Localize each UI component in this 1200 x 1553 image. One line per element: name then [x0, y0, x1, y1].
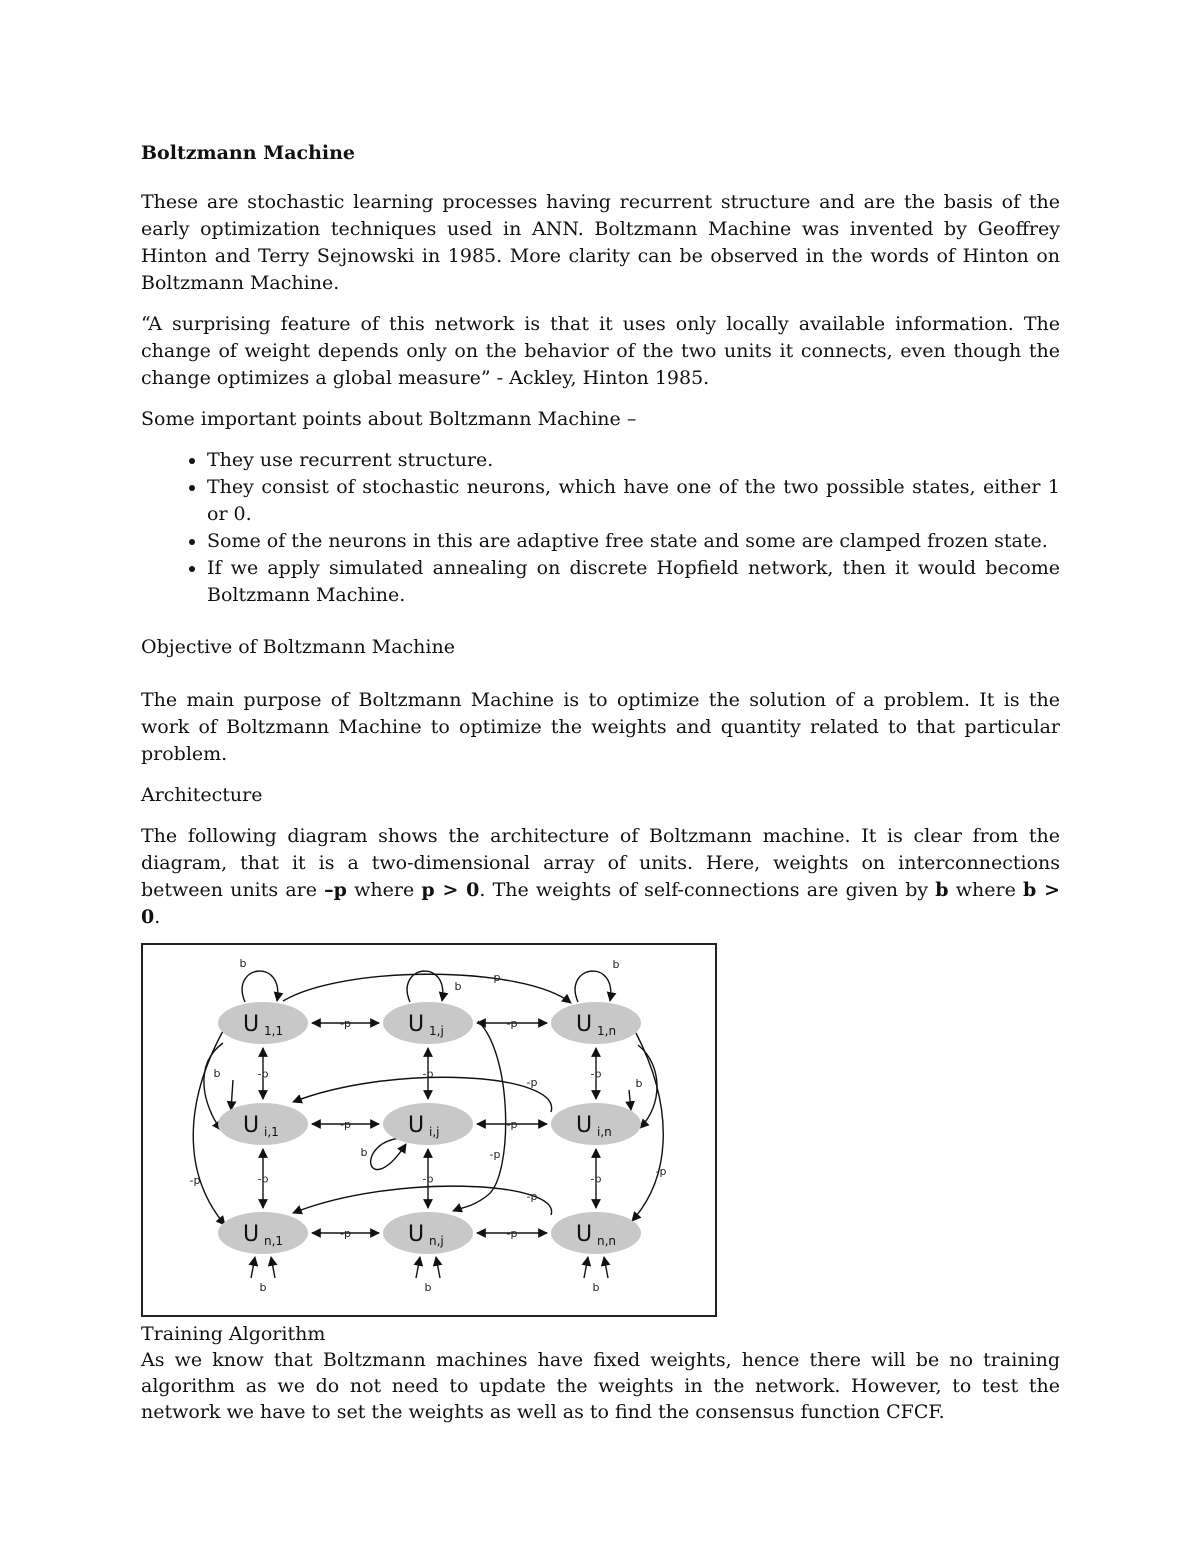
architecture-diagram [141, 943, 717, 1317]
unit-subscript: 1,1 [264, 1024, 284, 1038]
weight-label-b: b [635, 1077, 643, 1090]
unit-ellipse [383, 1212, 473, 1254]
weight-label-p: -p [257, 1067, 269, 1081]
arch-b-condition: b > 0 [141, 879, 1060, 928]
weight-label-b: b [424, 1281, 432, 1294]
training-paragraph: As we know that Boltzmann machines have fixed weights, hence there will be no training algorithm as we do not need to update the weights in the network. However, to test the network we have to set the weights as well as to find the consensus function CFCF. [141, 1349, 1060, 1423]
arch-text-5: . [154, 906, 161, 928]
unit-node [218, 1212, 308, 1254]
weight-label-b: b [239, 957, 247, 970]
unit-label: U [408, 1222, 425, 1247]
unit-label: U [243, 1222, 260, 1247]
unit-label: U [408, 1012, 425, 1037]
list-item: • They use recurrent structure. [207, 447, 1060, 474]
intro-paragraph: These are stochastic learning processes having recurrent structure and are the basis of the early optimization techniques used in ANN. Boltzmann Machine was invented by Geoffrey Hinton and Terry Sejnowski in 1985. More clarity can be observed in the words of Hinton on Boltzmann Machine. [141, 191, 1060, 294]
arch-text-1: The following diagram shows the architecture of Boltzmann machine. It is clear from the diagram, that it is a two-dimensional array of units. Here, weights on interconnections between units are [141, 825, 1060, 901]
edge-self-loop [407, 971, 443, 1002]
weight-label-p: -p [189, 1174, 201, 1187]
edge-bias-bottom [604, 1257, 608, 1278]
edge-arc-bottom [293, 1186, 552, 1215]
objective-heading: Objective of Boltzmann Machine [141, 636, 455, 658]
weight-label-p: -p [590, 1067, 602, 1081]
edge-bias-bottom [584, 1257, 588, 1278]
diagram-svg [143, 945, 715, 1315]
unit-ellipse [218, 1212, 308, 1254]
unit-node [551, 1212, 641, 1254]
weight-label-b: b [360, 1146, 368, 1159]
unit-node [551, 1103, 641, 1145]
unit-label: U [576, 1113, 593, 1138]
weight-label-p: -p [340, 1227, 351, 1240]
weight-label-p: -p [506, 1227, 518, 1240]
unit-ellipse [551, 1212, 641, 1254]
unit-node [218, 1103, 308, 1145]
unit-ellipse [383, 1002, 473, 1044]
unit-subscript: 1,n [597, 1024, 617, 1038]
edge-bias [231, 1080, 233, 1110]
edge-bias-bottom [271, 1257, 275, 1278]
arch-neg-p: –p [324, 879, 347, 901]
objective-paragraph: The main purpose of Boltzmann Machine is to optimize the solution of a problem. It is the work of Boltzmann Machine to optimize the weights and quantity related to that particular problem. [141, 689, 1060, 765]
unit-subscript: n,1 [264, 1234, 284, 1248]
weight-label-p: -p [489, 971, 501, 984]
weight-label-p: -p [340, 1017, 351, 1030]
unit-ellipse [218, 1103, 308, 1145]
training-heading: Training Algorithm [141, 1323, 326, 1345]
edge-self-loop [575, 971, 611, 1002]
unit-label: U [408, 1113, 425, 1138]
edge-arc-top [283, 974, 571, 1003]
points-intro: Some important points about Boltzmann Machine – [141, 408, 637, 430]
unit-ellipse [551, 1002, 641, 1044]
unit-subscript: 1,j [429, 1024, 444, 1038]
arch-text-4: where [948, 879, 1024, 901]
architecture-paragraph [141, 823, 1060, 931]
weight-label-p: -p [422, 1172, 434, 1186]
unit-subscript: n,n [597, 1234, 617, 1248]
unit-label: U [576, 1222, 593, 1247]
quote-paragraph: “A surprising feature of this network is that it uses only locally available information. The change of weight depends only on the behavior of the two units it connects, even though the change optimizes a global measure” - Ackley, Hinton 1985. [141, 313, 1060, 389]
weight-label-p: -p [655, 1165, 667, 1178]
diagram-nodes [218, 1002, 641, 1254]
unit-subscript: i,n [597, 1125, 612, 1139]
unit-node [383, 1103, 473, 1145]
unit-ellipse [383, 1103, 473, 1145]
weight-label-p: -p [422, 1067, 434, 1081]
arch-p-condition: p > 0 [421, 879, 480, 901]
unit-subscript: i,1 [264, 1125, 279, 1139]
list-item: • Some of the neurons in this are adaptive free state and some are clamped frozen state. [207, 528, 1060, 555]
weight-label-b: b [213, 1067, 221, 1080]
list-item: • If we apply simulated annealing on discrete Hopfield network, then it would become Boltzmann Machine. [207, 555, 1060, 609]
architecture-heading: Architecture [141, 784, 263, 806]
document-title: Boltzmann Machine [141, 142, 356, 164]
edge-self-loop-center [371, 1138, 406, 1170]
weight-label-b: b [454, 980, 462, 993]
arch-text-2: where [346, 879, 422, 901]
weight-label-p: -p [526, 1076, 538, 1089]
weight-label-p: -p [526, 1190, 538, 1203]
weight-label-p: -p [506, 1017, 518, 1030]
edge-bias [629, 1090, 631, 1110]
unit-node [383, 1002, 473, 1044]
unit-ellipse [551, 1103, 641, 1145]
edge-self-loop [242, 971, 278, 1002]
list-item: • They consist of stochastic neurons, which have one of the two possible states, either 1 or 0. [207, 474, 1060, 528]
document-page [141, 140, 1060, 1425]
weight-label-b: b [592, 1281, 600, 1294]
edge-bias-bottom [416, 1257, 420, 1278]
unit-node [218, 1002, 308, 1044]
unit-ellipse [218, 1002, 308, 1044]
weight-label-p: -p [257, 1172, 269, 1186]
arch-text-3: . The weights of self-connections are given by [479, 879, 936, 901]
unit-node [551, 1002, 641, 1044]
edge-bias-bottom [436, 1257, 440, 1278]
weight-label-p: -p [489, 1148, 501, 1161]
weight-label-p: -p [506, 1118, 518, 1131]
weight-label-p: -p [590, 1172, 602, 1186]
weight-label-p: -p [340, 1118, 351, 1131]
weight-label-b: b [259, 1281, 267, 1294]
arch-b: b [935, 879, 949, 901]
unit-subscript: n,j [429, 1234, 444, 1248]
unit-label: U [576, 1012, 593, 1037]
unit-label: U [243, 1113, 260, 1138]
edge-arc-left-mid [204, 1043, 223, 1130]
unit-node [383, 1212, 473, 1254]
unit-label: U [243, 1012, 260, 1037]
edge-bias-bottom [251, 1257, 255, 1278]
weight-label-b: b [612, 958, 620, 971]
points-list [141, 447, 1060, 609]
unit-subscript: i,j [429, 1125, 440, 1139]
